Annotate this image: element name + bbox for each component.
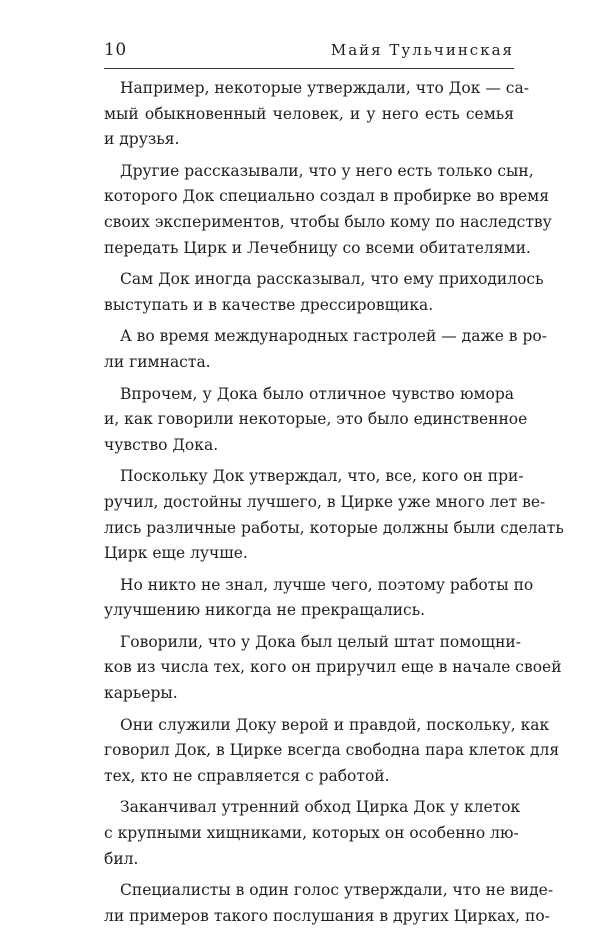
text-line: чувство Дока.: [104, 435, 219, 454]
text-line: А во время международных гастролей — даже в ро-: [120, 327, 547, 346]
text-line: Говорили, что у Дока был целый штат помощни-: [120, 632, 521, 651]
text-line: выступать и в качестве дрессировщика.: [104, 295, 434, 314]
text-line: ли примеров такого послушания в других Цирках, по-: [104, 906, 550, 925]
paragraph: [104, 76, 529, 153]
paragraph: [104, 324, 547, 375]
header-rule: [104, 68, 514, 69]
running-head-author: Майя Тульчинская: [330, 41, 514, 59]
text-line: с крупными хищниками, которых он особенно лю-: [104, 824, 519, 843]
text-line: Специалисты в один голос утверждали, что не виде-: [120, 881, 554, 900]
body-text: [104, 76, 564, 935]
text-line: и, как говорили некоторые, это было единственное: [104, 410, 528, 429]
text-line: ручил, достойны лучшего, в Цирке уже много лет ве-: [104, 492, 546, 511]
text-line: мый обыкновенный человек, и у него есть семья: [104, 104, 514, 123]
paragraph: [104, 878, 554, 929]
text-line: своих экспериментов, чтобы было кому по наследству: [104, 212, 552, 231]
text-line: ли гимнаста.: [104, 352, 211, 371]
paragraph: [104, 630, 562, 707]
paragraph: [104, 795, 521, 872]
paragraph: [104, 573, 534, 624]
paragraph: [104, 464, 564, 566]
text-line: Впрочем, у Дока было отличное чувство юмора: [120, 384, 514, 403]
paragraph: [104, 267, 544, 318]
text-line: которого Док специально создал в пробирке во время: [104, 187, 549, 206]
text-line: улучшению никогда не прекращались.: [104, 601, 426, 620]
text-line: Цирк еще лучше.: [104, 544, 248, 563]
text-line: карьеры.: [104, 684, 178, 703]
text-line: Они служили Доку верой и правдой, поскольку, как: [120, 715, 550, 734]
text-line: Поскольку Док утверждал, что, все, кого он при-: [120, 467, 524, 486]
text-line: передать Цирк и Лечебницу со всеми обитателями.: [104, 238, 531, 257]
page-header: [104, 40, 514, 64]
text-line: Заканчивал утренний обход Цирка Док у клеток: [120, 798, 521, 817]
text-line: лись различные работы, которые должны были сделать: [104, 518, 564, 537]
text-line: Сам Док иногда рассказывал, что ему приходилось: [120, 270, 544, 289]
text-line: тех, кто не справляется с работой.: [104, 766, 390, 785]
page-number: 10: [104, 40, 127, 60]
text-line: и друзья.: [104, 130, 180, 149]
text-line: ков из числа тех, кого он приручил еще в начале своей: [104, 658, 562, 677]
paragraph: [104, 382, 528, 459]
text-line: Но никто не знал, лучше чего, поэтому работы по: [120, 575, 534, 594]
paragraph: [104, 159, 552, 261]
text-line: Другие рассказывали, что у него есть только сын,: [120, 161, 534, 180]
paragraph: [104, 713, 560, 790]
text-line: говорил Док, в Цирке всегда свободна пара клеток для: [104, 741, 560, 760]
text-line: Например, некоторые утверждали, что Док — са-: [120, 79, 529, 97]
text-line: бил.: [104, 849, 139, 868]
